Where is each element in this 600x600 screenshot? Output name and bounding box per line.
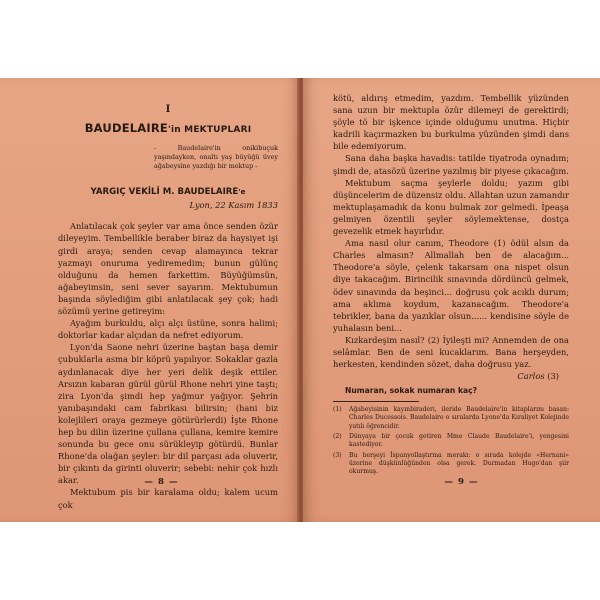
right-page-content xyxy=(333,92,569,477)
chapter-number: I xyxy=(165,104,171,115)
chapter-title-suffix: 'in MEKTUPLARI xyxy=(167,125,252,135)
letter-heading-main: YARGIÇ VEKİLİ M. BAUDELAIRE xyxy=(90,187,239,198)
paragraph: kötü, aldırış etmedim, yazdım. Tembellik yüzünden sana uzun bir mektupla özür dilemeyi de gerektirdi; şöyle tö bir işkence içinde olduğumu unutma. Hiçbir kadrili kaçırmazken bu burkulma yüzünden şimdi dans bile edemiyorum. xyxy=(333,93,569,152)
paragraph: Mektubum saçma şeylerle doldu; yazım gibi düşüncelerim de düzensiz oldu. Allahtan uzun zamandır mektuplaşamadık da konu bulmak zor gelmedi. İpeaşa gelmiyen özentili şeyler söylemektense, dostça gevezelik etmek hayırlıdır. xyxy=(333,177,569,237)
footnote xyxy=(333,452,569,477)
footnote-text: Bu herşeyi İspanyollaştırma merakı: o sırada kolejde «Hernani» üzerine düşkünlüğünden olsa gerek. Durmadan Hugo'dan şiir okurmuş. xyxy=(349,451,569,476)
dateline: Lyon, 22 Kasım 1833 xyxy=(189,200,278,211)
chapter-title xyxy=(58,121,278,135)
footnote xyxy=(333,406,569,431)
footnote-mark: (3) xyxy=(333,451,342,459)
page-number: — 9 — xyxy=(444,477,479,487)
signature xyxy=(333,370,569,382)
right-page xyxy=(303,78,600,522)
signature-name: Carlos xyxy=(517,371,545,382)
letter-heading-suffix: 'e xyxy=(238,187,246,197)
paragraph: Kızkardeşim nasıl? (2) İyileşti mi? Annemden de ona selâmlar. Ben de seni kucaklarım. Bana herşeyden, herkesten, kendinden sözet, daha doğrusu yaz. xyxy=(333,334,569,370)
footnote-mark: (2) xyxy=(333,433,342,441)
paragraph: Lyon'da Saone nehri üzerine baştan başa demir çubuklarla asma bir köprü yapılıyor. Sokaklar gazla aydınlanacak diye her yeri delik deşik ettiler. Arsızın kabaran gürül gürül Rhone nehri yine taştı; zira Lyon'da şimdi hep yağmur yağıyor. Şehrin yanıbaşındaki cam fabrikası bilirsin; (hani biz kolejlileri oraya gezmeye götürürlerdi) İşte Rhone hep bu dilin üzerine çullana çullana, kemire kemire sonunda bu gece onu sürükleyip götürdü. Bunlar Rhone'da olağan şeyler: bir dil parçası ada oluverir, bir çıkıntı da girinti oluverir; sebebi: nehir çok hızlı akar. xyxy=(58,342,278,486)
left-page xyxy=(0,78,299,522)
left-page-content xyxy=(58,100,278,511)
paragraph: Ama nasıl olur canım, Theodore (1) ödül alsın da Charles almasın? Allmallah ben de alacağım... Theodore'a söyle, çelenk takarsam ona nispet olsun diye takacağım. Birincilik sınavında dördüncü gelmek, ödev sınavında da beşinci... doğrusu çok acıklı durum; ama aklıma koydum, kazanacağım. Theodore'a tebrikler, bana da yazıklar olsun...... kendisine söyle de yuhalasın beni... xyxy=(333,238,569,333)
footnote xyxy=(333,433,569,450)
chapter-title-main: BAUDELAIRE xyxy=(84,121,168,135)
footnote-mark: (1) xyxy=(333,406,342,414)
open-book xyxy=(0,78,600,522)
paragraph: Sana daha başka havadis: tatilde tiyatroda oynadım; şimdi de, atasözü üzerine yazılmış bir piyese çıkacağım. xyxy=(333,153,569,176)
footnote-divider xyxy=(333,401,419,402)
footnote-text: Dünyaya bir çocuk getiren Mme Claude Baudelaire'i, yengesini kastediyor. xyxy=(349,433,569,449)
footnote-text: Ağabeyisinin kayınbiraderi, ileride Baudelaire'in kitaplarını basan: Charles Ducessois. Baudelaire o sıralarda Lyone'da Kıraliyet Kolejinde yatılı öğrencidir. xyxy=(349,406,569,430)
page-number: — 8 — xyxy=(144,477,179,487)
paragraph: Anlatılacak çok şeyler var ama önce senden özür dileyeyim. Tembellikle beraber biraz da haysiyet işi girdi araya; senden cevap alamayınca tekrar yazmayı onuruma yediremedim; bunun gülünç olduğunu da hemen farkettim. Büyüğümsün, ağabeyimsin, seni sever sayarım. Mektubumun başında söylediğim gibi anlatılacak şey çok; hadi sözümü yerine getireyim: xyxy=(58,221,278,317)
paragraph: Ayağım burkuldu, alçı alçı üstüne, sonra halimi; doktorlar kadar alçıdan da nefret ediyorum. xyxy=(58,318,278,341)
signature-footnote-mark: (3) xyxy=(547,371,559,382)
epigraph: - Baudelaire'in onikibuçuk yaşındayken, onaltı yaş büyüğü üvey ağabeysine yazdığı bir mektup - xyxy=(154,144,278,170)
postscript-question: Numaran, sokak numaran kaç? xyxy=(345,386,478,396)
letter-heading xyxy=(58,187,278,197)
paragraph: Mektubum pis bir karalama oldu; kalem ucum çok xyxy=(58,487,278,510)
